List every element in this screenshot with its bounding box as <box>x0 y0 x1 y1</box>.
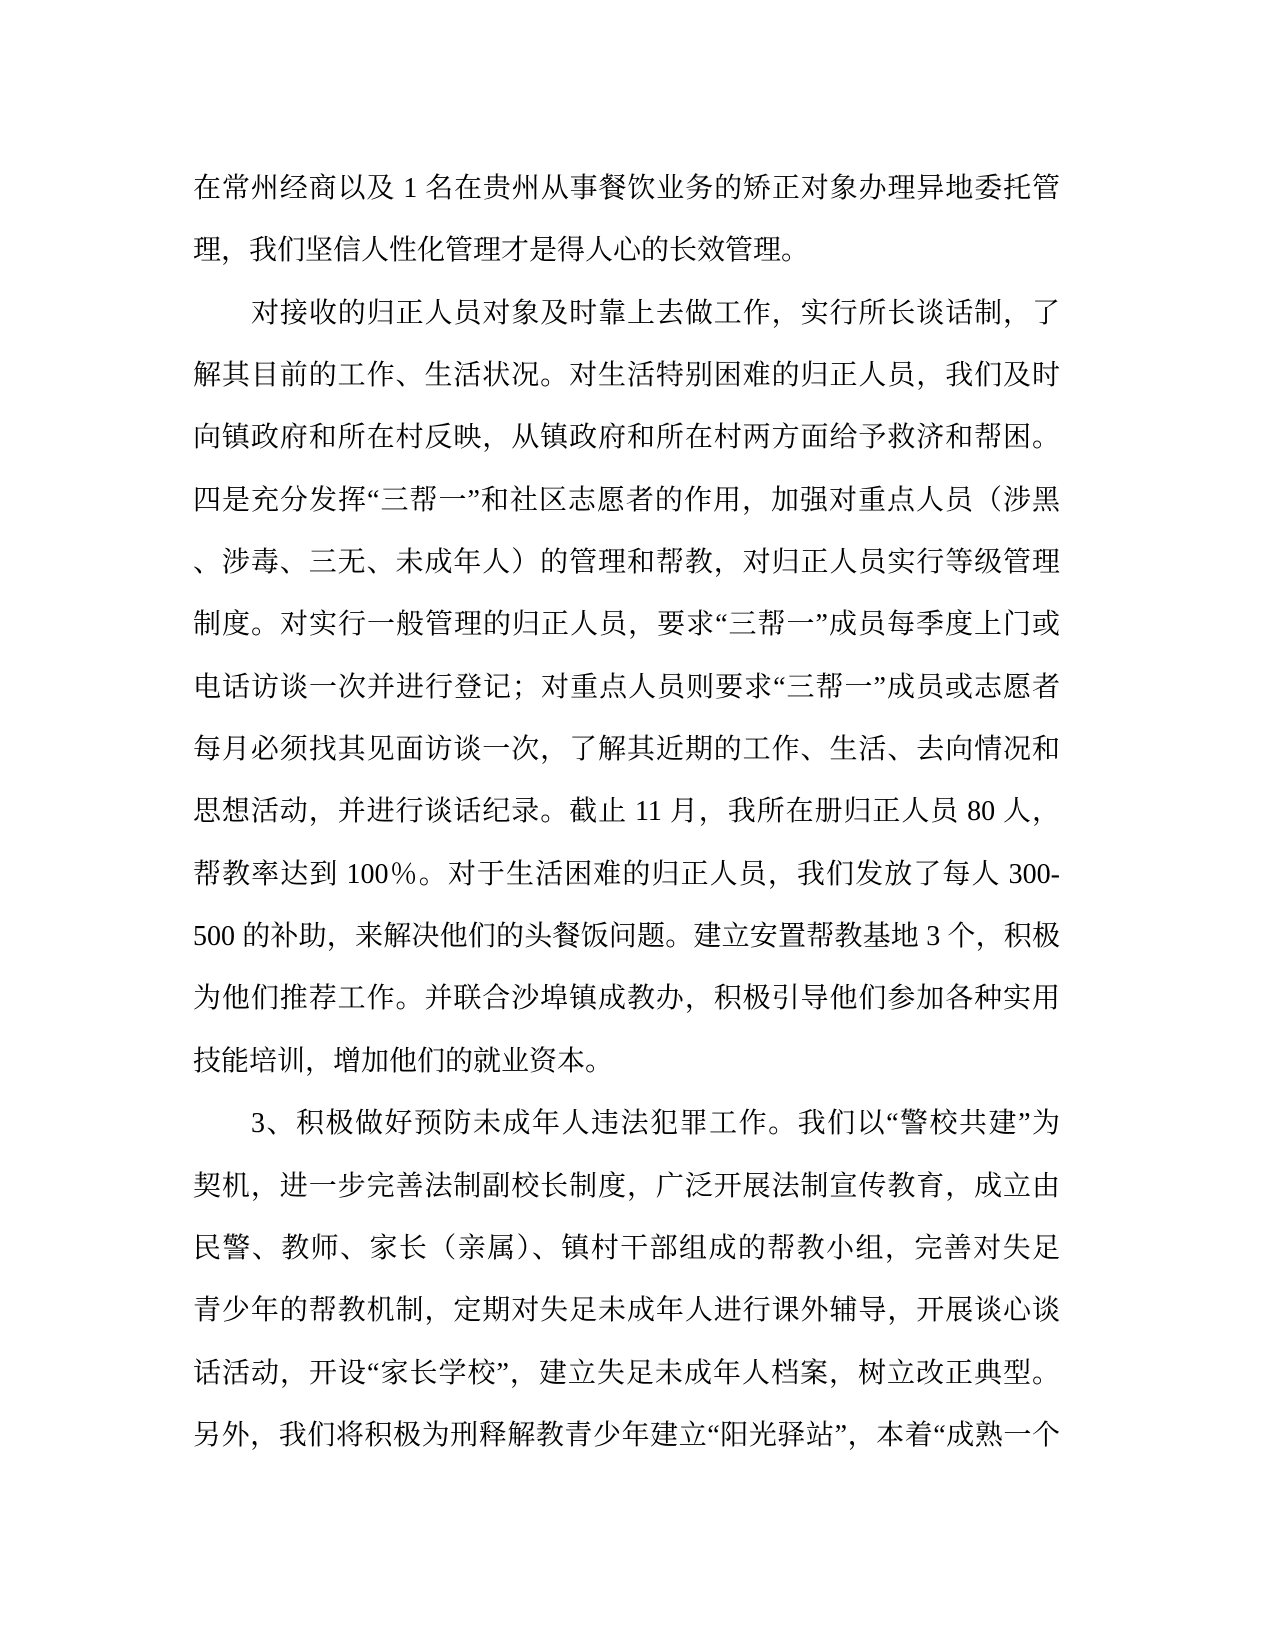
document-body <box>193 158 1060 1467</box>
text-line: 在常州经商以及 1 名在贵州从事餐饮业务的矫正对象办理异地委托管 <box>193 173 1060 204</box>
text-line: 制度。对实行一般管理的归正人员，要求“三帮一”成员每季度上门或 <box>193 609 1060 641</box>
text-line: 青少年的帮教机制，定期对失足未成年人进行课外辅导，开展谈心谈 <box>193 1295 1060 1327</box>
text-line: 四是充分发挥“三帮一”和社区志愿者的作用，加强对重点人员（涉黑 <box>193 484 1060 516</box>
text-line: 解其目前的工作、生活状况。对生活特别困难的归正人员，我们及时 <box>193 360 1060 392</box>
text-line: 、涉毒、三无、未成年人）的管理和帮教，对归正人员实行等级管理 <box>193 547 1060 579</box>
text-line: 为他们推荐工作。并联合沙埠镇成教办，积极引导他们参加各种实用 <box>193 983 1060 1015</box>
text-line: 向镇政府和所在村反映，从镇政府和所在村两方面给予救济和帮困。 <box>193 422 1060 454</box>
text-line: 另外，我们将积极为刑释解教青少年建立“阳光驿站”，本着“成熟一个 <box>193 1419 1060 1451</box>
text-line: 技能培训，增加他们的就业资本。 <box>193 1045 614 1077</box>
text-line: 契机，进一步完善法制副校长制度，广泛开展法制宣传教育，成立由 <box>193 1170 1060 1202</box>
text-line: 帮教率达到 100％。对于生活困难的归正人员，我们发放了每人 300- <box>193 858 1060 890</box>
text-line: 话活动，开设“家长学校”，建立失足未成年人档案，树立改正典型。 <box>193 1357 1060 1389</box>
text-line: 理，我们坚信人性化管理才是得人心的长效管理。 <box>193 235 810 267</box>
text-line: 500 的补助，来解决他们的头餐饭问题。建立安置帮教基地 3 个，积极 <box>193 921 1060 953</box>
text-line: 民警、教师、家长（亲属）、镇村干部组成的帮教小组，完善对失足 <box>193 1232 1060 1264</box>
text-line: 对接收的归正人员对象及时靠上去做工作，实行所长谈话制，了 <box>251 297 1060 329</box>
text-line: 每月必须找其见面访谈一次，了解其近期的工作、生活、去向情况和 <box>193 734 1060 766</box>
text-line: 思想活动，并进行谈话纪录。截止 11 月，我所在册归正人员 80 人， <box>193 796 1060 828</box>
text-line: 3、积极做好预防未成年人违法犯罪工作。我们以“警校共建”为 <box>251 1108 1060 1140</box>
text-line: 电话访谈一次并进行登记；对重点人员则要求“三帮一”成员或志愿者 <box>193 671 1060 703</box>
